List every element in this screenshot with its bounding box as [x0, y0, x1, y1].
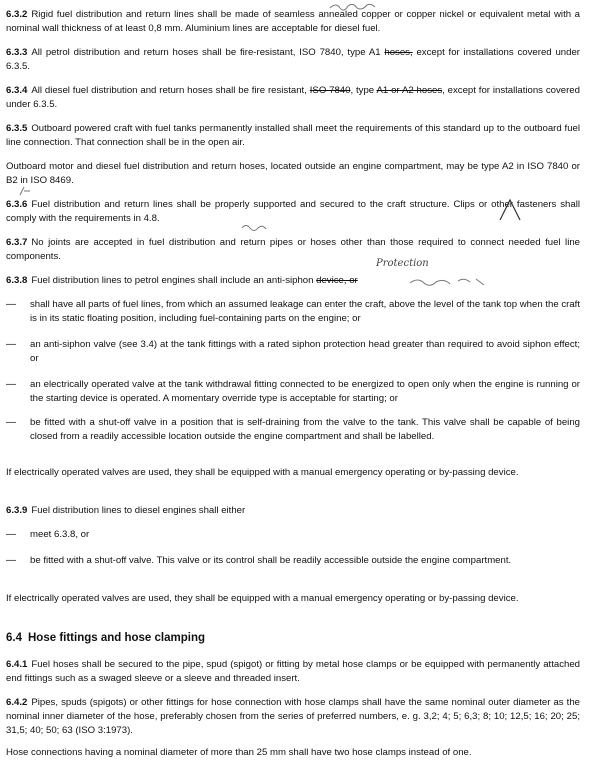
list-dash: —: [6, 529, 16, 540]
clause-number: 6.4.1: [6, 659, 28, 670]
clause-6-3-8: [6, 274, 580, 288]
bullet-text: an anti-siphon valve (see 3.4) at the tank fittings with a rated siphon protection head greater than required to avoid siphon effect; or: [30, 339, 580, 364]
clause-text: Rigid fuel distribution and return lines shall be made of seamless annealed copper or copper nickel or equivalent metal with a nominal wall thickness of at least 0,8 mm. Aluminium lines are acceptable for diesel fuel.: [6, 9, 580, 34]
clause-number: 6.3.6: [6, 199, 28, 210]
section-number: 6.4: [6, 632, 22, 644]
clause-6-3-2: [6, 8, 580, 36]
clause-6-3-4: [6, 84, 580, 112]
clause-6-4-1: [6, 658, 580, 686]
clause-text: Outboard powered craft with fuel tanks permanently installed shall meet the requirements of this standard up to the outboard fuel line connection. That connection shall be in the open air.: [6, 123, 580, 148]
clause-number: 6.3.9: [6, 505, 28, 516]
clause-number: 6.3.4: [6, 85, 28, 96]
handwritten-mark-left: [18, 185, 32, 197]
list-dash: —: [6, 339, 16, 350]
handwritten-note: Protection: [376, 258, 429, 269]
handwritten-scribble-mid: [240, 222, 270, 234]
clause-6-3-7: [6, 236, 580, 264]
struck-text: A1 or A2 hoses: [376, 85, 443, 96]
bullet-text: be fitted with a shut-off valve in a position that is self-draining from the valve to the tank. This valve shall be capable of being closed from a readily accessible location outside the engine compartment and shall be labelled.: [30, 417, 580, 442]
handwritten-caret-mark: [496, 196, 526, 224]
list-dash: —: [6, 555, 16, 566]
clause-number: 6.3.2: [6, 9, 28, 20]
clause-text: Fuel distribution lines to diesel engines shall either: [31, 505, 246, 516]
clause-6-3-6: [6, 198, 580, 226]
clause-text: No joints are accepted in fuel distribution and return pipes or hoses other than those required to connect needed fuel line components.: [6, 237, 580, 262]
section-title: Hose fittings and hose clamping: [28, 632, 205, 644]
section-heading-6-4: [6, 630, 205, 646]
clause-6-4-2: [6, 696, 580, 738]
clause-6-3-3: [6, 46, 580, 74]
clause-text: Outboard motor and diesel fuel distribution and return hoses, located outside an engine compartment, may be type A2 in ISO 7840 or B2 in ISO 8469.: [6, 161, 580, 186]
clause-6-3-9: [6, 504, 580, 518]
clause-number: 6.3.8: [6, 275, 28, 286]
clause-text: Hose connections having a nominal diameter of more than 25 mm shall have two hose clamps instead of one.: [6, 747, 472, 758]
clause-text: Fuel hoses shall be secured to the pipe, spud (spigot) or fitting by metal hose clamps or be equipped with permanently attached end fittings such as a swaged sleeve or a sleeve and threaded insert.: [6, 659, 580, 684]
clause-6-3-5: [6, 122, 580, 150]
clause-6-3-9-note: [6, 592, 580, 606]
clause-6-4-2-note: [6, 746, 580, 760]
struck-text: hoses,: [384, 47, 413, 58]
struck-text: ISO 7840: [309, 85, 351, 96]
clause-text-part-a: All petrol distribution and return hoses shall be fire-resistant, ISO 7840, type A1: [31, 47, 385, 58]
clause-number: 6.4.2: [6, 697, 28, 708]
clause-number: 6.3.5: [6, 123, 28, 134]
handwritten-scribble-right: [408, 275, 488, 287]
bullet-text: shall have all parts of fuel lines, from which an assumed leakage can enter the craft, above the level of the tank top when the craft is in its static floating position, including fuel-containing parts on the engine; or: [30, 299, 580, 324]
clause-6-3-8-note: [6, 466, 580, 480]
clause-number: 6.3.7: [6, 237, 28, 248]
bullet-text: an electrically operated valve at the tank withdrawal fitting connected to be energized to open only when the engine is running or the starting device is operated. A momentary override type is acceptable for starting; or: [30, 379, 580, 404]
clause-text: Fuel distribution lines to petrol engines shall include an anti-siphon: [31, 275, 317, 286]
clause-number: 6.3.3: [6, 47, 28, 58]
clause-text-part-b: except for installations covered under 6.3.5.: [6, 47, 580, 72]
bullet-text: be fitted with a shut-off valve. This valve or its control shall be readily accessible outside the engine compartment.: [30, 555, 512, 566]
clause-text-part-c: , except for installations covered under 6.3.5.: [6, 85, 580, 110]
clause-text: If electrically operated valves are used, they shall be equipped with a manual emergency operating or by-passing device.: [6, 593, 519, 604]
clause-text: If electrically operated valves are used, they shall be equipped with a manual emergency operating or by-passing device.: [6, 467, 519, 478]
struck-text: device, or: [316, 275, 358, 286]
list-dash: —: [6, 299, 16, 310]
clause-text: Pipes, spuds (spigots) or other fittings for hose connection with hose clamps shall have the same nominal outer diameter as the nominal inner diameter of the hose, preferably chosen from the series of preferred numbers, e. g. 3,2; 4; 5; 6,3; 8; 10; 12,5; 16; 20; 25; 31,5; 40; 50; 63 (ISO 3:1973).: [6, 697, 580, 736]
clause-text-part-b: , type: [350, 85, 377, 96]
list-dash: —: [6, 379, 16, 390]
clause-text-part-a: All diesel fuel distribution and return hoses shall be fire resistant,: [31, 85, 310, 96]
clause-text: Fuel distribution and return lines shall be properly supported and secured to the craft structure. Clips or other fasteners shall comply with the requirements in 4.8.: [6, 199, 580, 224]
clause-6-3-5-note: [6, 160, 580, 188]
bullet-text: meet 6.3.8, or: [30, 529, 90, 540]
list-dash: —: [6, 417, 16, 428]
